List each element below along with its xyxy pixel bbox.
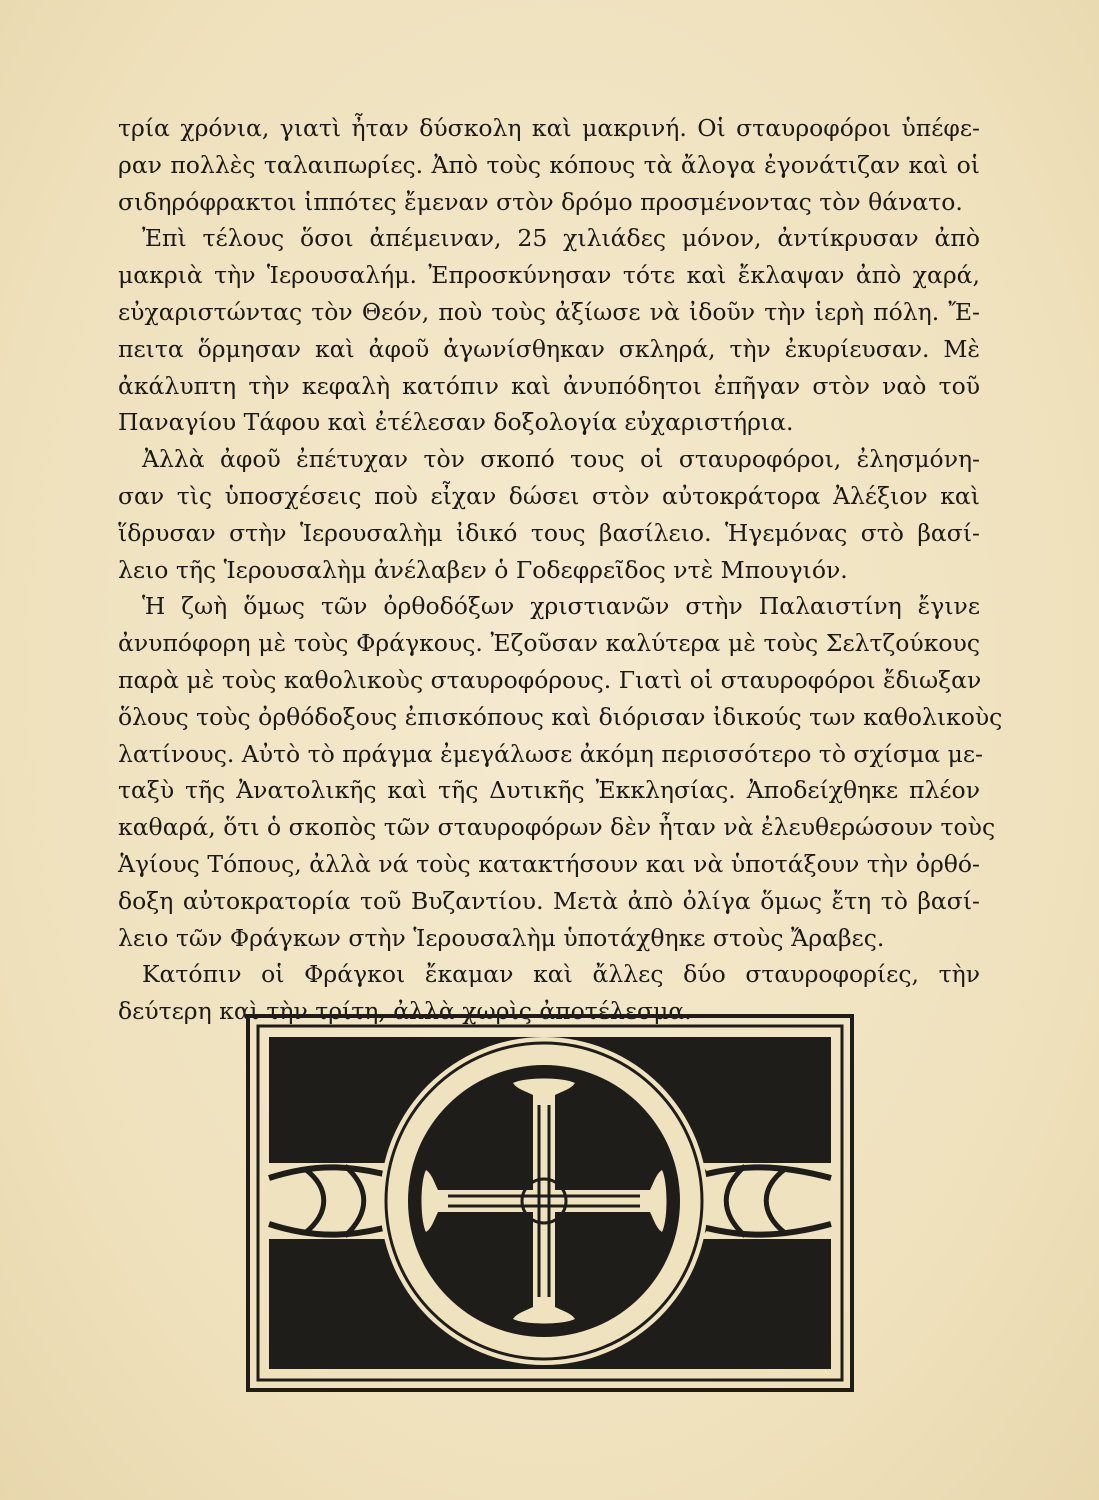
text-line: Ἁγίους Τόπους, ἀλλὰ νά τοὺς κατακτήσουν και νὰ ὑποτάξουν τὴν ὀρθό- xyxy=(118,849,980,878)
text-line: σαν τὶς ὑποσχέσεις ποὺ εἶχαν δώσει στὸν αὐτοκράτορα Ἀλέξιον καὶ xyxy=(118,481,980,510)
paragraph xyxy=(118,220,980,441)
text-line: ραν πολλὲς ταλαιπωρίες. Ἀπὸ τοὺς κόπους τὰ ἄλογα ἐγονάτιζαν καὶ οἱ xyxy=(118,150,980,179)
text-line: λατίνους. Αὐτὸ τὸ πράγμα ἐμεγάλωσε ἀκόμη περισσότερο τὸ σχίσμα με- xyxy=(118,739,983,768)
text-line: δοξη αὐτοκρατορία τοῦ Βυζαντίου. Μετὰ ἀπὸ ὀλίγα ὅμως ἔτη τὸ βασί- xyxy=(118,886,980,915)
text-line: καθαρά, ὅτι ὁ σκοπὸς τῶν σταυροφόρων δὲν ἦταν νὰ ἐλευθερώσουν τοὺς xyxy=(118,813,996,842)
paragraph xyxy=(118,110,980,220)
text-line: παρὰ μὲ τοὺς καθολικοὺς σταυροφόρους. Γιατὶ οἱ σταυροφόροι ἔδιωξαν xyxy=(118,665,982,694)
text-line: τρία χρόνια, γιατὶ ἦταν δύσκολη καὶ μακρινή. Οἱ σταυροφόροι ὑπέφε- xyxy=(118,114,980,142)
text-line: δεύτερη καὶ τὴν τρίτη, ἀλλὰ χωρὶς ἀποτέλεσμα. xyxy=(118,997,692,1026)
text-line: Ἀλλὰ ἀφοῦ ἐπέτυχαν τὸν σκοπό τους οἱ σταυροφόροι, ἐλησμόνη- xyxy=(142,445,980,474)
text-line: ἀνυπόφορη μὲ τοὺς Φράγκους. Ἐζοῦσαν καλύτερα μὲ τοὺς Σελτζούκους xyxy=(118,629,980,658)
text-line: ἵδρυσαν στὴν Ἱερουσαλὴμ ἰδικό τους βασίλειο. Ἡγεμόνας στὸ βασί- xyxy=(118,518,980,547)
text-line: ὅλους τοὺς ὀρθόδοξους ἐπισκόπους καὶ διόρισαν ἰδικούς των καθολικοὺς xyxy=(118,702,1003,731)
text-line: Παναγίου Τάφου καὶ ἐτέλεσαν δοξολογία εὐχαριστήρια. xyxy=(118,408,794,437)
text-line: μακριὰ τὴν Ἱερουσαλήμ. Ἐπροσκύνησαν τότε καὶ ἔκλαψαν ἀπὸ χαρά, xyxy=(118,261,980,290)
text-line: πειτα ὅρμησαν καὶ ἀφοῦ ἀγωνίσθηκαν σκληρά, τὴν ἐκυρίευσαν. Μὲ xyxy=(118,334,980,363)
text-line: Κατόπιν οἱ Φράγκοι ἔκαμαν καὶ ἄλλες δύο σταυροφορίες, τὴν xyxy=(142,960,980,989)
text-line: σιδηρόφρακτοι ἱππότες ἔμεναν στὸν δρόμο προσμένοντας τὸν θάνατο. xyxy=(118,187,963,216)
body-text xyxy=(118,110,1003,1030)
text-line: λειο τῆς Ἱερουσαλὴμ ἀνέλαβεν ὁ Γοδεφρεῖδος ντὲ Μπουγιόν. xyxy=(118,555,848,584)
text-line: ταξὺ τῆς Ἀνατολικῆς καὶ τῆς Δυτικῆς Ἐκκλησίας. Ἀποδείχθηκε πλέον xyxy=(118,776,980,805)
text-line: λειο τῶν Φράγκων στὴν Ἱερουσαλὴμ ὑποτάχθηκε στοὺς Ἄραβες. xyxy=(118,923,885,952)
cross-pattee-in-circle-icon xyxy=(245,1013,855,1393)
text-line: Ἐπὶ τέλους ὅσοι ἀπέμειναν, 25 χιλιάδες μόνον, ἀντίκρυσαν ἀπὸ xyxy=(142,224,980,253)
text-line: εὐχαριστώντας τὸν Θεόν, ποὺ τοὺς ἀξίωσε νὰ ἰδοῦν τὴν ἱερὴ πόλη. Ἔ- xyxy=(118,297,980,326)
paragraph xyxy=(118,588,1003,956)
text-line: ἀκάλυπτη τὴν κεφαλὴ κατόπιν καὶ ἀνυπόδητοι ἐπῆγαν στὸν ναὸ τοῦ xyxy=(118,371,980,400)
text-line: Ἡ ζωὴ ὅμως τῶν ὀρθοδόξων χριστιανῶν στὴν Παλαιστίνη ἔγινε xyxy=(142,592,980,621)
paragraph xyxy=(118,441,980,588)
